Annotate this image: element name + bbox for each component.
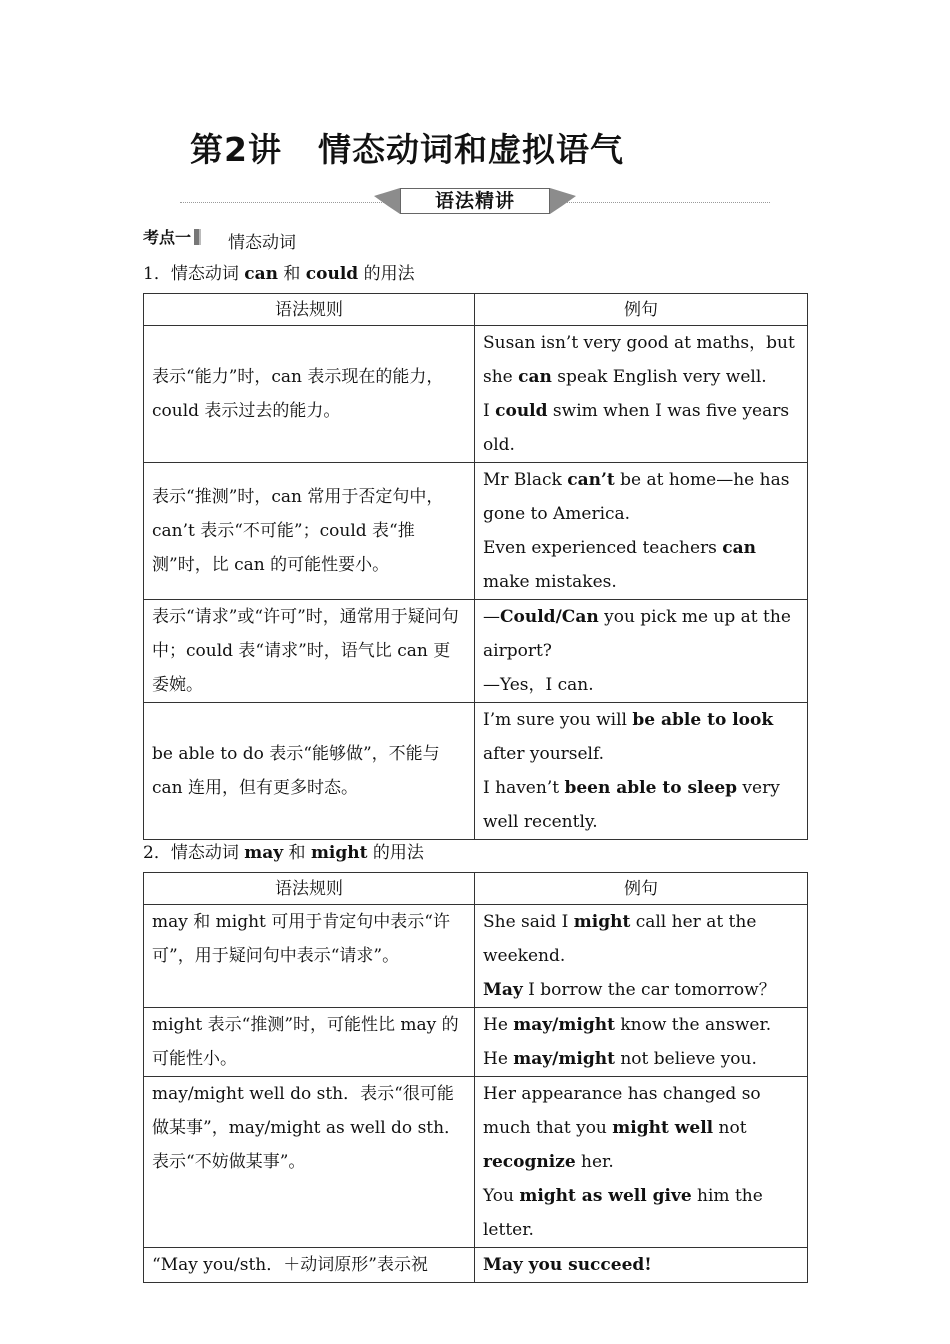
sentence-text: her. xyxy=(575,1152,614,1172)
rule-cell: may/might well do sth．表示“很可能做某事”，may/might as well do sth．表示“不妨做某事”。 xyxy=(144,1077,475,1248)
rule-cell: 表示“推测”时，can 常用于否定句中，can’t 表示“不可能”；could 表“推测”时，比 can 的可能性要小。 xyxy=(144,463,475,600)
emphasis-text: might xyxy=(573,912,631,932)
rule-cell: 表示“能力”时，can 表示现在的能力，could 表示过去的能力。 xyxy=(144,326,475,463)
sentence-text: him the letter. xyxy=(483,1186,763,1240)
sentence-text: Even experienced teachers xyxy=(483,538,723,558)
example-cell xyxy=(475,326,808,463)
example-sentence xyxy=(483,463,799,531)
sentence-text: — xyxy=(483,607,500,627)
sentence-text: Mr Black xyxy=(483,470,568,490)
sentence-text: Susan isn’t very good at maths，but she xyxy=(483,333,795,387)
sentence-text: I borrow the car tomorrow？ xyxy=(522,980,776,1000)
sentence-text: call her at the weekend. xyxy=(483,912,757,966)
example-sentence xyxy=(483,394,799,462)
example-cell xyxy=(475,1077,808,1248)
can-could-table xyxy=(143,293,808,840)
example-cell xyxy=(475,703,808,840)
sentence-text: I xyxy=(483,401,496,421)
header-example: 例句 xyxy=(475,873,808,905)
example-sentence xyxy=(483,668,799,702)
sentence-text: after yourself. xyxy=(483,744,605,764)
example-sentence xyxy=(483,905,799,973)
sentence-text: not believe you. xyxy=(614,1049,757,1069)
table-row xyxy=(144,905,808,1008)
table-row xyxy=(144,463,808,600)
emphasis-text: been able to sleep xyxy=(564,778,738,798)
section2-heading: 2．情态动词 may 和 might 的用法 xyxy=(143,843,424,863)
sentence-text: not xyxy=(713,1118,747,1138)
emphasis-text: be able to look xyxy=(632,710,774,730)
sentence-text: He xyxy=(483,1049,514,1069)
emphasis-text: may/might xyxy=(513,1015,615,1035)
emphasis-text: May you succeed! xyxy=(483,1255,652,1275)
emphasis-text: recognize xyxy=(483,1152,576,1172)
emphasis-text: can xyxy=(518,367,552,387)
rule-cell: 表示“请求”或“许可”时，通常用于疑问句中；could 表“请求”时，语气比 can 更委婉。 xyxy=(144,600,475,703)
sentence-text: —Yes，I can. xyxy=(483,675,594,695)
example-sentence xyxy=(483,703,799,771)
emphasis-text: can xyxy=(722,538,757,558)
example-sentence xyxy=(483,973,799,1007)
may-might-table xyxy=(143,872,808,1283)
point-marker-icon xyxy=(194,229,201,245)
header-example: 例句 xyxy=(475,294,808,326)
lecture-title: 情态动词和虚拟语气 xyxy=(317,130,624,169)
section1-heading: 1．情态动词 can 和 could 的用法 xyxy=(143,264,415,284)
emphasis-text: might as well give xyxy=(519,1186,692,1206)
sentence-text: be at home—he has gone to America. xyxy=(483,470,790,524)
sentence-text: very well recently. xyxy=(483,778,780,832)
table-row xyxy=(144,600,808,703)
example-cell xyxy=(475,1008,808,1077)
example-cell xyxy=(475,905,808,1008)
example-sentence xyxy=(483,771,799,839)
sentence-text: you pick me up at the airport? xyxy=(483,607,791,661)
table-header-row xyxy=(144,873,808,905)
emphasis-text: Could/Can xyxy=(500,607,599,627)
example-cell xyxy=(475,1248,808,1283)
example-sentence xyxy=(483,531,799,599)
example-sentence xyxy=(483,1179,799,1247)
table-row xyxy=(144,1008,808,1077)
sentence-text: He xyxy=(483,1015,514,1035)
example-sentence xyxy=(483,1077,799,1179)
example-cell xyxy=(475,600,808,703)
point-title: 情态动词 xyxy=(228,233,296,253)
header-rule: 语法规则 xyxy=(144,873,475,905)
example-sentence xyxy=(483,1042,799,1076)
lecture-number: 第2讲 xyxy=(190,130,282,169)
example-sentence xyxy=(483,600,799,668)
emphasis-text: may/might xyxy=(513,1049,615,1069)
table-header-row xyxy=(144,294,808,326)
sentence-text: Her appearance has changed so much that you xyxy=(483,1084,761,1138)
sentence-text: know the answer. xyxy=(614,1015,772,1035)
example-sentence xyxy=(483,326,799,394)
example-sentence xyxy=(483,1248,799,1282)
header-rule: 语法规则 xyxy=(144,294,475,326)
table-row xyxy=(144,326,808,463)
emphasis-text: could xyxy=(495,401,548,421)
emphasis-text: can’t xyxy=(567,470,615,490)
section-banner: 语法精讲 xyxy=(400,188,550,214)
example-cell xyxy=(475,463,808,600)
sentence-text: You xyxy=(483,1186,520,1206)
sentence-text: She said I xyxy=(483,912,574,932)
example-sentence xyxy=(483,1008,799,1042)
table-row xyxy=(144,703,808,840)
point-label: 考点一 xyxy=(143,225,201,248)
rule-cell: may 和 might 可用于肯定句中表示“许可”，用于疑问句中表示“请求”。 xyxy=(144,905,475,1008)
table-row xyxy=(144,1077,808,1248)
sentence-text: I haven’t xyxy=(483,778,565,798)
rule-cell: “May you/sth．＋动词原形”表示祝 xyxy=(144,1248,475,1283)
rule-cell: be able to do 表示“能够做”，不能与 can 连用，但有更多时态。 xyxy=(144,703,475,840)
sentence-text: make mistakes. xyxy=(483,572,617,592)
sentence-text: swim when I was five years old. xyxy=(483,401,790,455)
rule-cell: might 表示“推测”时，可能性比 may 的可能性小。 xyxy=(144,1008,475,1077)
emphasis-text: might well xyxy=(612,1118,714,1138)
sentence-text: I’m sure you will xyxy=(483,710,633,730)
emphasis-text: May xyxy=(483,980,523,1000)
table-row xyxy=(144,1248,808,1283)
page-title xyxy=(190,124,624,171)
sentence-text: speak English very well. xyxy=(551,367,767,387)
